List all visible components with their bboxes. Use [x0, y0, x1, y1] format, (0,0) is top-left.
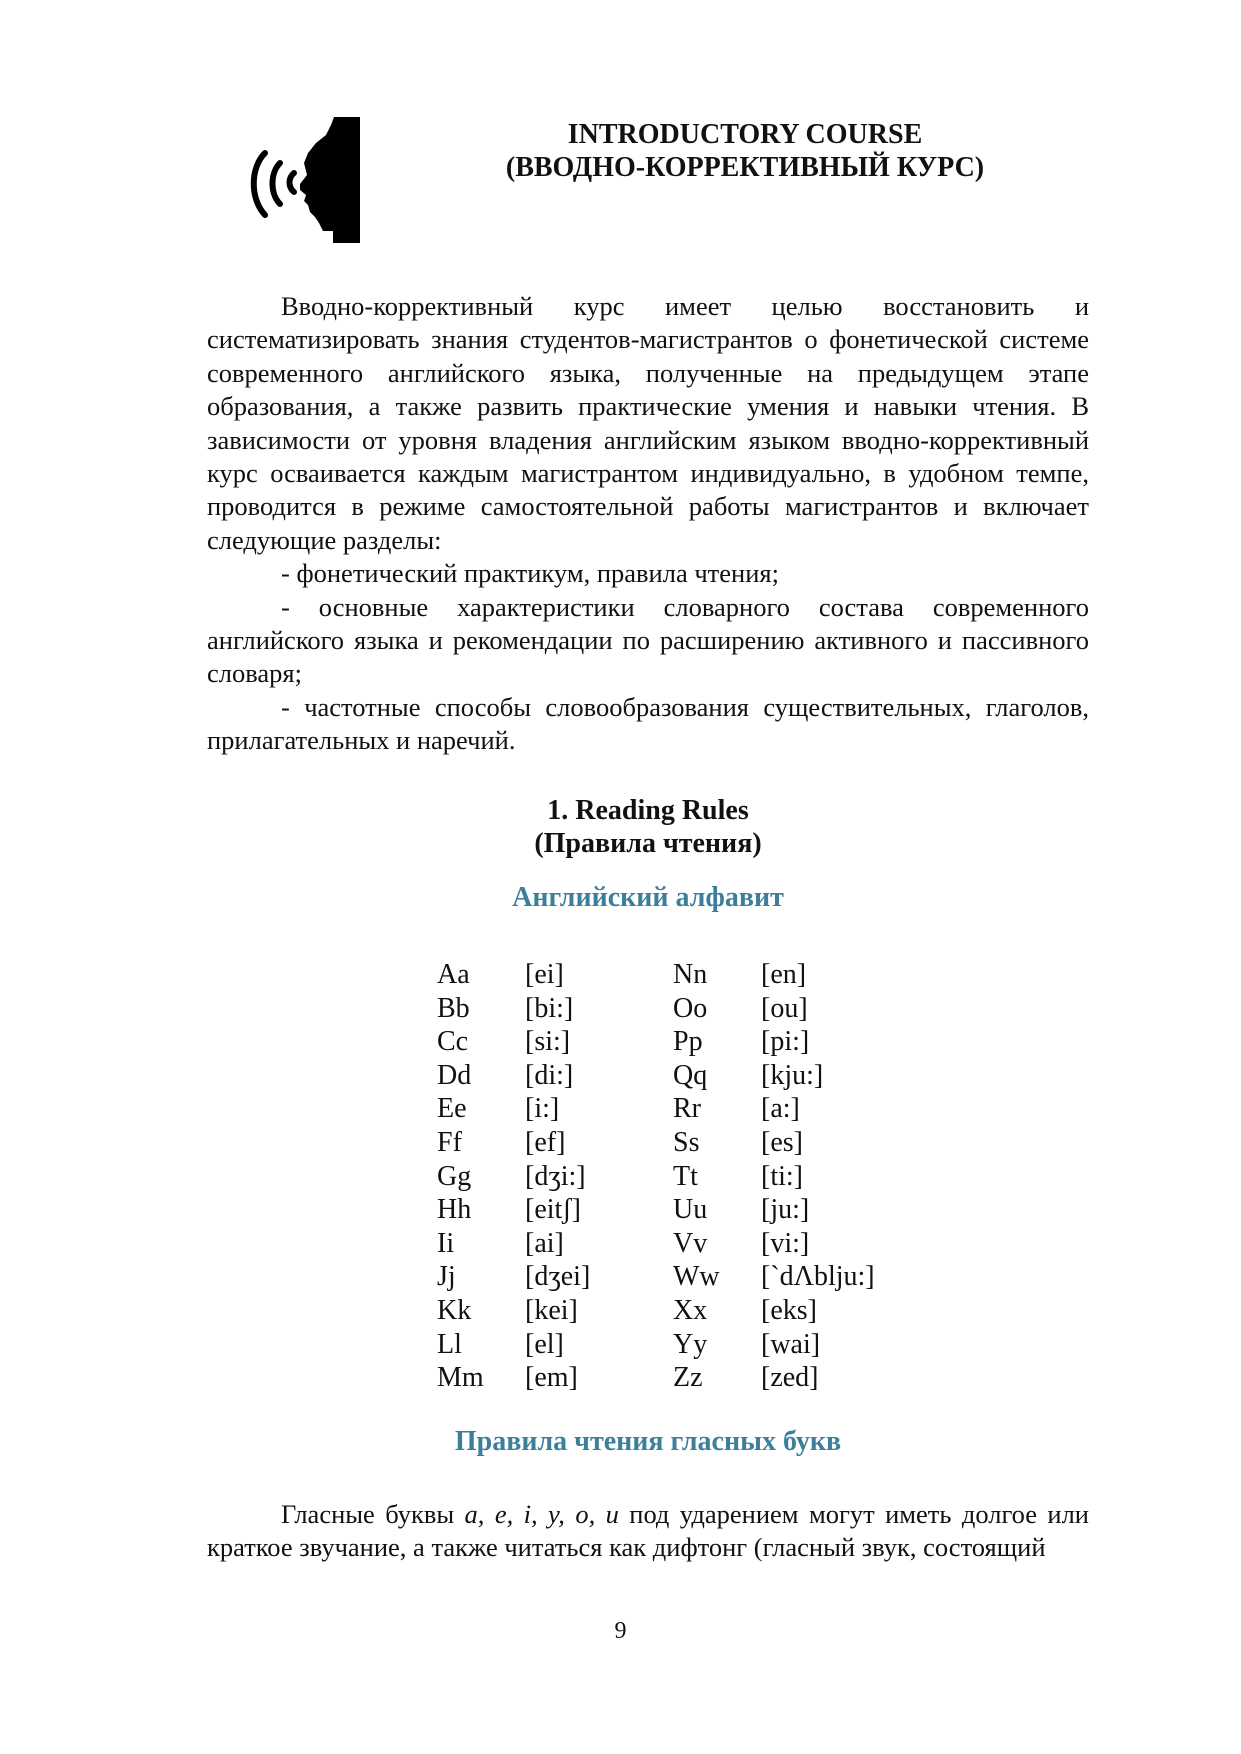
transcription: [el]	[525, 1328, 564, 1360]
letter-pair: Cc	[437, 1026, 469, 1058]
section-title-en: 1. Reading Rules	[547, 795, 749, 826]
letter-pair: Zz	[673, 1362, 703, 1394]
letter-pair: Xx	[673, 1294, 708, 1326]
alphabet-row	[437, 1092, 875, 1126]
transcription: [wai]	[761, 1328, 821, 1360]
transcription: [ti:]	[761, 1160, 803, 1192]
vowel-rules-paragraph	[207, 1498, 1089, 1565]
transcription: [em]	[525, 1362, 578, 1394]
alphabet-row	[437, 1260, 875, 1294]
letter-pair: Mm	[437, 1362, 484, 1394]
letter-pair: Ss	[673, 1126, 700, 1158]
alphabet-row	[437, 1294, 875, 1328]
letter-pair: Ee	[437, 1093, 467, 1125]
alphabet-row	[437, 1361, 875, 1395]
transcription: [eks]	[761, 1294, 817, 1326]
letter-pair: Uu	[673, 1194, 708, 1226]
speaking-head-icon	[236, 115, 366, 245]
vowel-rules-heading: Правила чтения гласных букв	[454, 1426, 842, 1457]
letter-pair: Ii	[437, 1227, 455, 1259]
letter-pair: Rr	[673, 1093, 701, 1125]
transcription: [dʒei]	[525, 1261, 591, 1293]
intro-list-item: - частотные способы словообразования существительных, глаголов, прилагательных и наречий.	[207, 691, 1089, 756]
transcription: [a:]	[761, 1093, 800, 1125]
alphabet-row	[437, 958, 875, 992]
transcription: [i:]	[525, 1093, 560, 1125]
letter-pair: Nn	[673, 959, 708, 990]
letter-pair: Jj	[437, 1261, 456, 1293]
vowel-text-before: Гласные буквы	[281, 1499, 465, 1529]
alphabet-row	[437, 1059, 875, 1093]
letter-pair: Vv	[673, 1227, 708, 1259]
alphabet-row	[437, 1160, 875, 1194]
transcription: [vi:]	[761, 1227, 810, 1259]
transcription: [kei]	[525, 1294, 578, 1326]
letter-pair: Oo	[673, 992, 708, 1024]
alphabet-row	[437, 992, 875, 1026]
letter-pair: Yy	[673, 1328, 708, 1360]
vowel-letters: a, e, i, y, o, u	[464, 1499, 619, 1529]
intro-list-item: - фонетический практикум, правила чтения;	[281, 558, 779, 589]
transcription: [bi:]	[525, 992, 574, 1024]
alphabet-row	[437, 1025, 875, 1059]
transcription: [eitʃ]	[525, 1194, 581, 1226]
transcription: [kju:]	[761, 1059, 824, 1091]
letter-pair: Dd	[437, 1059, 472, 1091]
alphabet-row	[437, 1227, 875, 1261]
course-title-ru: (ВВОДНО-КОРРЕКТИВНЫЙ КУРС)	[505, 152, 985, 183]
course-title	[480, 118, 1010, 184]
section-title-ru: (Правила чтения)	[534, 828, 762, 859]
transcription: [ou]	[761, 992, 808, 1024]
letter-pair: Tt	[673, 1160, 698, 1192]
letter-pair: Aa	[437, 959, 470, 990]
transcription: [ei]	[525, 959, 564, 990]
letter-pair: Gg	[437, 1160, 472, 1192]
alphabet-heading: Английский алфавит	[512, 882, 784, 913]
letter-pair: Ww	[673, 1261, 720, 1293]
transcription: [dʒi:]	[525, 1160, 586, 1192]
letter-pair: Qq	[673, 1059, 708, 1091]
transcription: [si:]	[525, 1026, 571, 1058]
alphabet-table	[437, 958, 875, 1395]
transcription: [di:]	[525, 1059, 574, 1091]
transcription: [zed]	[761, 1362, 819, 1394]
transcription: [es]	[761, 1126, 803, 1158]
alphabet-row	[437, 1193, 875, 1227]
alphabet-row	[437, 1126, 875, 1160]
vowel-text-after: под ударением могут иметь долгое или краткое звучание, а также читаться как дифтонг (гласный звук, состоящий	[207, 1499, 1089, 1563]
transcription: [ai]	[525, 1227, 564, 1259]
letter-pair: Ll	[437, 1328, 462, 1360]
letter-pair: Hh	[437, 1194, 472, 1226]
transcription: [`dΛblju:]	[761, 1261, 875, 1293]
letter-pair: Kk	[437, 1294, 472, 1326]
letter-pair: Pp	[673, 1026, 703, 1058]
transcription: [pi:]	[761, 1026, 810, 1058]
intro-paragraph: Вводно-коррективный курс имеет целью восстановить и систематизировать знания студентов-магистрантов о фонетической системе современного английского языка, полученные на предыдущем этапе образования, а также развить практические умения и навыки чтения. В зависимости от уровня владения английским языком вводно-коррективный курс осваивается каждым магистрантом индивидуально, в удобном темпе, проводится в режиме самостоятельной работы магистрантов и включает следующие разделы:	[207, 291, 1089, 555]
course-title-en: INTRODUCTORY COURSE	[567, 119, 923, 150]
transcription: [ef]	[525, 1126, 566, 1158]
section-title	[207, 794, 1089, 860]
letter-pair: Ff	[437, 1126, 462, 1158]
letter-pair: Bb	[437, 992, 470, 1024]
transcription: [ju:]	[761, 1194, 810, 1226]
transcription: [en]	[761, 959, 807, 990]
alphabet-row	[437, 1328, 875, 1362]
intro-text	[207, 290, 1089, 758]
page-number: 9	[614, 1618, 627, 1644]
intro-list-item: - основные характеристики словарного состава современного английского языка и рекомендации по расширению активного и пассивного словаря;	[207, 591, 1089, 689]
